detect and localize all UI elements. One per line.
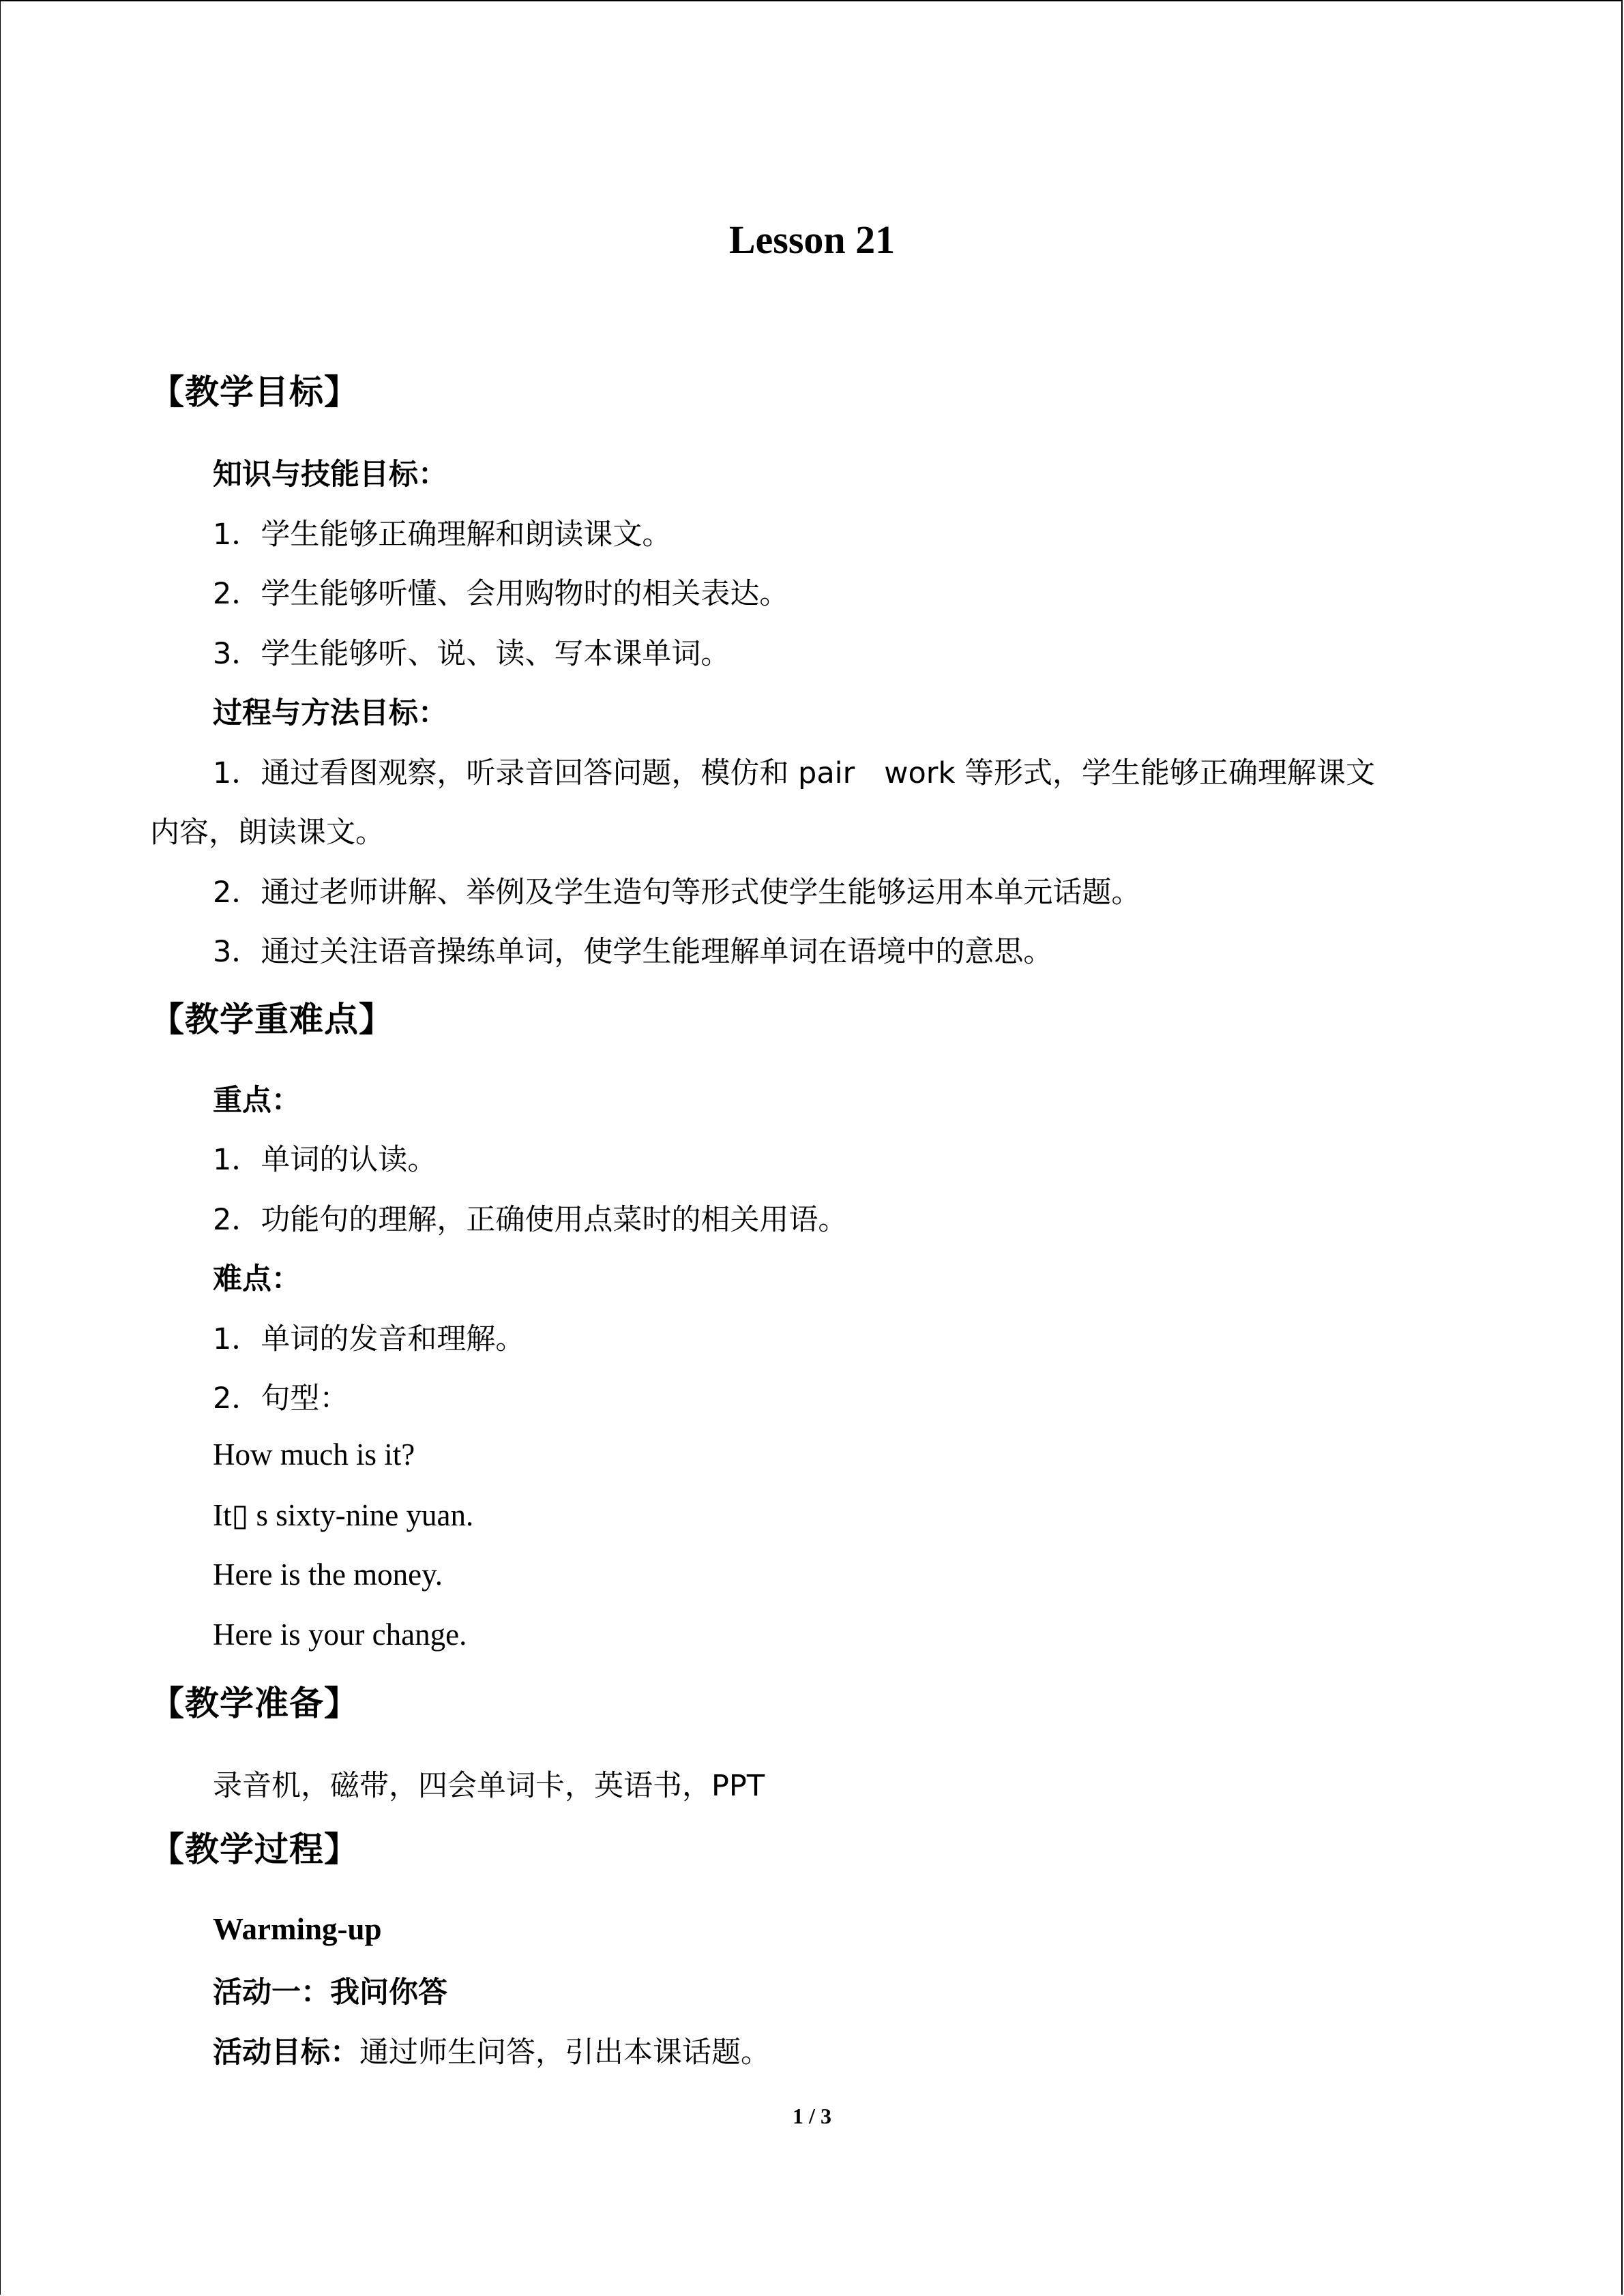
activity-goal-label: 活动目标：: [213, 2036, 359, 2070]
list-item: 1．单词的发音和理解。: [213, 1322, 525, 1356]
key-heading: 重点：: [213, 1084, 301, 1118]
section-heading-preparation: 【教学准备】: [150, 1684, 359, 1723]
activity-goal: [213, 2029, 770, 2071]
list-item: 3．学生能够听、说、读、写本课单词。: [213, 637, 730, 671]
list-item: 2．学生能够听懂、会用购物时的相关表达。: [213, 577, 789, 611]
list-item: 1．学生能够正确理解和朗读课文。: [213, 518, 672, 552]
list-item: 1．单词的认读。: [213, 1143, 437, 1177]
activity-goal-text: 通过师生问答，引出本课话题。: [359, 2036, 770, 2070]
sentence-line: Here is your change.: [213, 1617, 467, 1652]
sentence-line: How much is it?: [213, 1437, 415, 1472]
preparation-text: 录音机，磁带，四会单词卡，英语书，PPT: [213, 1769, 765, 1803]
warmup-heading: Warming-up: [213, 1912, 382, 1946]
activity-heading: 活动一：我问你答: [213, 1976, 447, 2010]
knowledge-heading: 知识与技能目标：: [213, 458, 447, 492]
section-heading-process: 【教学过程】: [150, 1830, 359, 1869]
list-item: 3．通过关注语音操练单词，使学生能理解单词在语境中的意思。: [213, 935, 1053, 969]
process-heading: 过程与方法目标：: [213, 696, 447, 730]
list-item-continuation: 内容，朗读课文。: [150, 816, 385, 850]
list-item: 1．通过看图观察，听录音回答问题，模仿和 pair work 等形式，学生能够正确理解课文: [213, 756, 1376, 790]
section-heading-keypoints: 【教学重难点】: [150, 1000, 394, 1039]
sentence-line: Here is the money.: [213, 1557, 443, 1592]
list-item: 2．句型：: [213, 1382, 349, 1416]
list-item: 2．通过老师讲解、举例及学生造句等形式使学生能够运用本单元话题。: [213, 876, 1141, 910]
difficult-heading: 难点：: [213, 1262, 301, 1296]
document-title: Lesson 21: [728, 218, 896, 262]
list-item: 2．功能句的理解，正确使用点菜时的相关用语。: [213, 1203, 848, 1237]
section-heading-goals: 【教学目标】: [150, 372, 359, 412]
sentence-line: It▯ s sixty-nine yuan.: [213, 1498, 474, 1532]
page-number: 1 / 3: [793, 2104, 831, 2128]
